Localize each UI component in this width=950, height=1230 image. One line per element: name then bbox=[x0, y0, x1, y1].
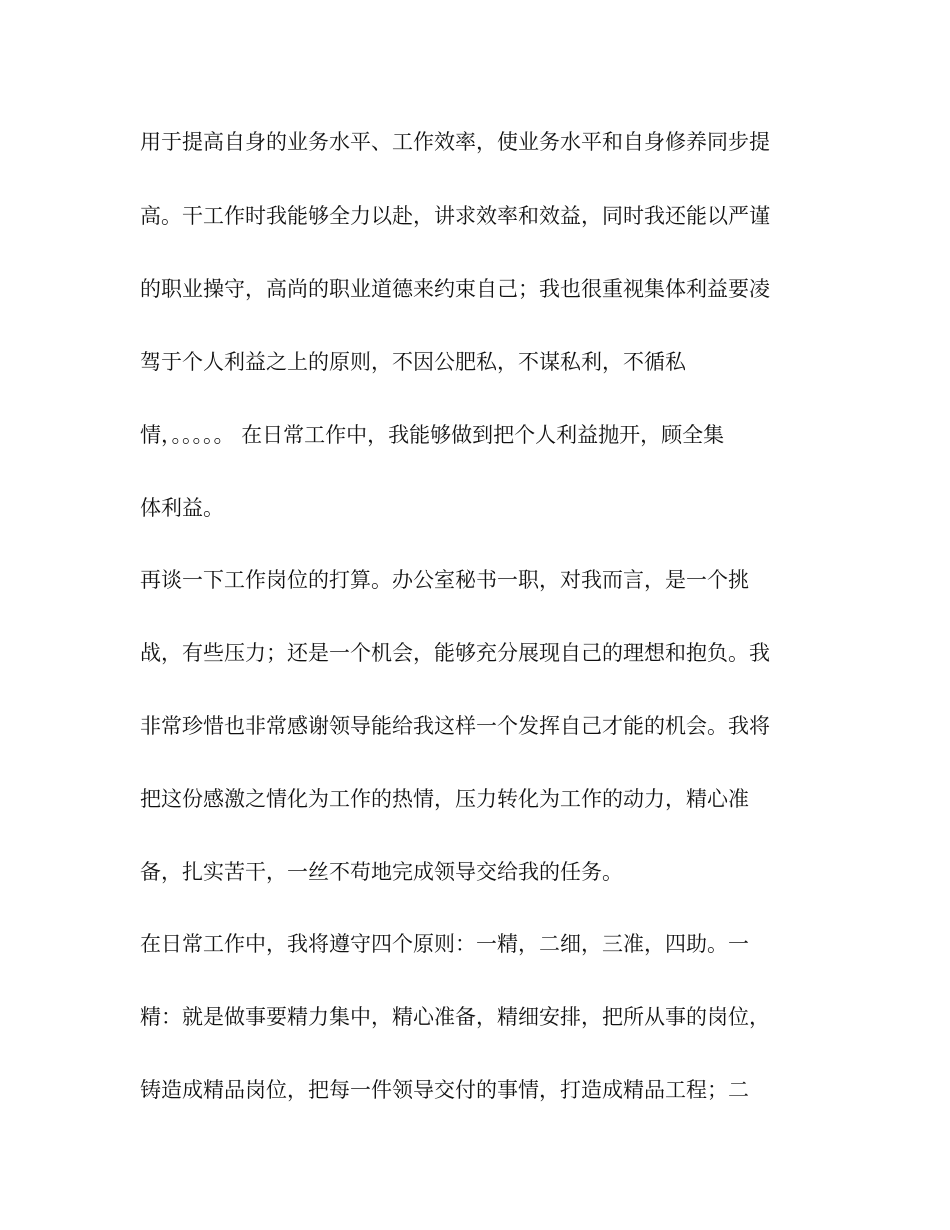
text-line: 驾于个人利益之上的原则，不因公肥私，不谋私利，不循私 bbox=[140, 350, 686, 374]
text-line: 高。干工作时我能够全力以赴，讲求效率和效益，同时我还能以严谨 bbox=[140, 204, 770, 228]
text-line: 战，有些压力；还是一个机会，能够充分展现自己的理想和抱负。我 bbox=[140, 641, 770, 665]
text-line: 备，扎实苦干，一丝不苟地完成领导交给我的任务。 bbox=[140, 860, 623, 884]
text-line: 情，。。。。。 在日常工作中，我能够做到把个人利益抛开，顾全集 bbox=[140, 423, 725, 447]
text-line: 体利益。 bbox=[140, 496, 224, 520]
text-line: 用于提高自身的业务水平、工作效率，使业务水平和自身修养同步提 bbox=[140, 130, 770, 154]
text-line: 把这份感激之情化为工作的热情，压力转化为工作的动力，精心准 bbox=[140, 787, 749, 811]
text-line: 的职业操守，高尚的职业道德来约束自己；我也很重视集体利益要凌 bbox=[140, 277, 770, 301]
text-line: 非常珍惜也非常感谢领导能给我这样一个发挥自己才能的机会。我将 bbox=[140, 714, 770, 738]
text-line: 精：就是做事要精力集中，精心准备，精细安排，把所从事的岗位， bbox=[140, 1005, 770, 1029]
text-line: 在日常工作中，我将遵守四个原则：一精，二细，三准，四助。一 bbox=[140, 932, 749, 956]
text-line: 再谈一下工作岗位的打算。办公室秘书一职，对我而言，是一个挑 bbox=[140, 568, 749, 592]
text-line: 铸造成精品岗位，把每一件领导交付的事情，打造成精品工程；二 bbox=[140, 1078, 749, 1102]
